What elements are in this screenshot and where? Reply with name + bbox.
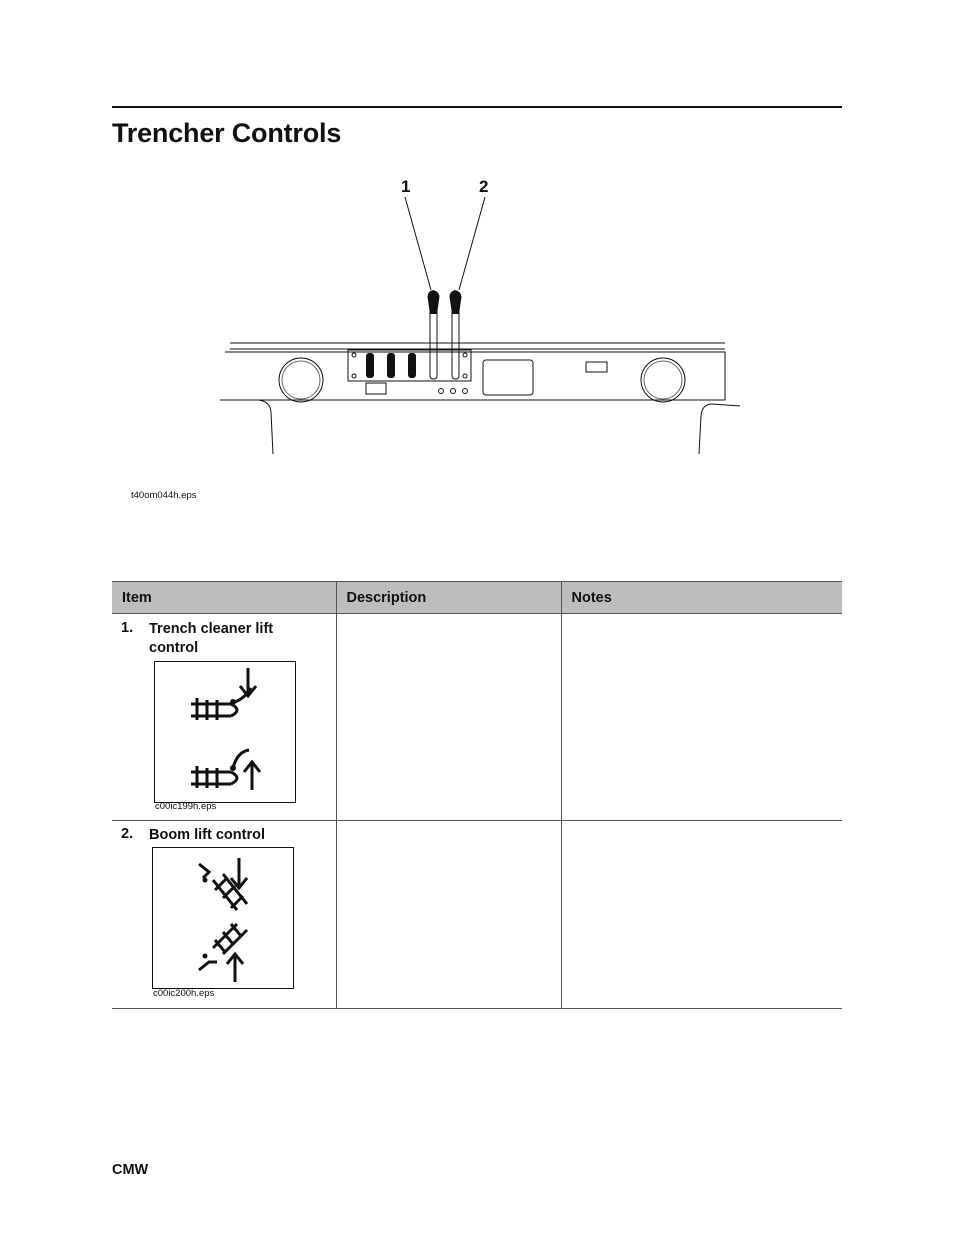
leader-line-1 [405, 197, 431, 290]
description-cell [336, 614, 561, 821]
header-notes: Notes [561, 582, 842, 614]
lever-knob-1 [428, 290, 440, 314]
symbol-caption: c00ic199h.eps [155, 801, 217, 812]
item-number: 2. [121, 826, 134, 842]
trench-cleaner-symbol [154, 661, 296, 803]
item-cell [112, 614, 336, 821]
controls-table [112, 581, 842, 1009]
control-panel-figure [215, 172, 745, 462]
table-header-row [112, 582, 842, 614]
callout-2: 2 [479, 177, 489, 196]
item-label: Boom lift control [149, 827, 265, 843]
callout-1: 1 [401, 177, 411, 196]
notes-cell [561, 614, 842, 821]
table-row [112, 614, 842, 821]
boom-lift-symbol [152, 847, 294, 989]
notes-cell [561, 821, 842, 1009]
symbol-caption: c00ic200h.eps [153, 988, 215, 999]
header-description: Description [336, 582, 561, 614]
item-cell [112, 821, 336, 1009]
header-item: Item [112, 582, 336, 614]
top-rule [112, 106, 842, 108]
boom-lift-icon [153, 848, 293, 988]
footer-label: CMW [112, 1162, 149, 1178]
item-label: Trench cleaner lift control [149, 621, 274, 656]
control-panel-illustration [215, 172, 745, 462]
description-cell [336, 821, 561, 1009]
leader-line-2 [459, 197, 485, 290]
figure-caption: t40om044h.eps [131, 490, 197, 501]
table-row [112, 821, 842, 1009]
item-number: 1. [121, 620, 134, 636]
page-title: Trencher Controls [112, 118, 342, 148]
lever-knob-2 [450, 290, 462, 314]
trench-cleaner-lift-icon [155, 662, 295, 802]
